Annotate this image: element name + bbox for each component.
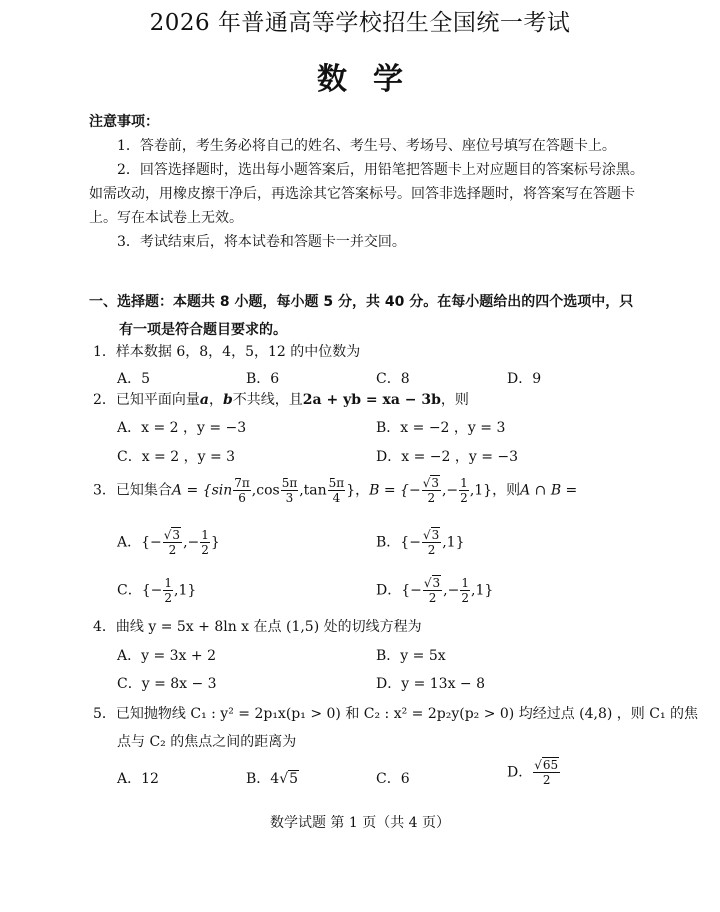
- q3-option-a: A．{− $\frac{√3}{2}$ ,− $\frac{1}{2}$ }: [117, 528, 220, 557]
- fraction: $\frac{5\pi}{4}$: [328, 476, 345, 505]
- vector-b: b: [223, 392, 233, 408]
- notice-item-1: 1．答卷前，考生务必将自己的姓名、考生号、考场号、座位号填写在答题卡上。: [117, 138, 616, 154]
- q4-option-d: D．y = 13x − 8: [376, 676, 486, 692]
- q1-option-d: D．9: [507, 371, 542, 387]
- fraction: $\frac{√3}{2}$: [422, 476, 439, 505]
- fraction: $\frac{1}{2}$: [460, 476, 468, 505]
- exam-title: 2026 年普通高等学校招生全国统一考试: [149, 10, 571, 36]
- fraction: $\frac{√3}{2}$: [422, 528, 440, 557]
- section-line-1: 一、选择题：本题共 8 小题，每小题 5 分，共 40 分。在每小题给出的四个选项中，只: [89, 294, 634, 310]
- sqrt-symbol: √3: [422, 476, 439, 490]
- q4-option-b: B．y = 5x: [376, 648, 446, 664]
- sqrt-symbol: √3: [163, 528, 181, 542]
- q4-stem: 4．曲线 y = 5x + 8ln x 在点 (1,5) 处的切线方程为: [93, 619, 422, 635]
- q2-stem: 2．已知平面向量a，b不共线，且2a + yb = xa − 3b，则: [93, 392, 469, 408]
- vector-a: a: [199, 392, 209, 408]
- q3-stem: 3．已知集合A = {sin $\frac{7\pi}{6}$ ,cos $\frac{5\pi}{3}$ ,tan $\frac{5\pi}{4}$ }，B = {− $\frac{√3}{2}$ ,− $\frac{1}{2}$ ,1}，则A ∩ B =: [93, 476, 578, 505]
- q2-equation: 2a + yb = xa − 3b: [302, 392, 441, 408]
- q1-option-c: C．8: [376, 371, 410, 387]
- q5-option-a: A．12: [117, 771, 159, 787]
- page-footer: 数学试题 第 1 页（共 4 页）: [269, 815, 451, 831]
- fraction: $\frac{√3}{2}$: [423, 576, 441, 605]
- q5-option-d: D． $\frac{√65}{2}$: [507, 758, 559, 787]
- q2-option-a: A．x = 2 ，y = −3: [117, 420, 247, 436]
- fraction: $\frac{√65}{2}$: [534, 758, 559, 787]
- subject-title: 数学: [317, 62, 429, 97]
- fraction: $\frac{√3}{2}$: [163, 528, 181, 557]
- fraction: $\frac{7\pi}{6}$: [234, 476, 250, 505]
- q2-option-c: C．x = 2 ，y = 3: [117, 449, 236, 465]
- fraction: $\frac{1}{2}$: [164, 576, 172, 605]
- section-line-2: 有一项是符合题目要求的。: [119, 322, 287, 338]
- q1-option-a: A．5: [117, 371, 151, 387]
- q1-option-b: B．6: [246, 371, 280, 387]
- section-heading: [89, 288, 649, 344]
- sqrt-symbol: √3: [422, 528, 440, 542]
- q3-option-d: D．{− $\frac{√3}{2}$ ,− $\frac{1}{2}$ ,1}: [376, 576, 494, 605]
- q5-stem-line-2: 点与 C₂ 的焦点之间的距离为: [117, 734, 297, 750]
- q4-option-c: C．y = 8x − 3: [117, 676, 217, 692]
- fraction: $\frac{1}{2}$: [461, 576, 469, 605]
- notice-item-3: 3．考试结束后，将本试卷和答题卡一并交回。: [117, 234, 406, 250]
- sqrt-symbol: √3: [423, 576, 441, 590]
- sqrt-symbol: √5: [279, 771, 299, 787]
- q5-option-b: B．4√5: [246, 771, 299, 787]
- q2-option-d: D．x = −2 ，y = −3: [376, 449, 519, 465]
- notice-item-2: 2．回答选择题时，选出每小题答案后，用铅笔把答题卡上对应题目的答案标号涂黑。如需改动，用橡皮擦干净后，再选涂其它答案标号。回答非选择题时，将答案写在答题卡上。写在本试卷上无效。: [89, 162, 644, 226]
- q1-stem: 1．样本数据 6，8，4，5，12 的中位数为: [93, 344, 361, 360]
- notice-heading: 注意事项：: [89, 114, 159, 130]
- q5-stem-line-1: 5．已知抛物线 C₁ : y² = 2p₁x(p₁ > 0) 和 C₂ : x² = 2p₂y(p₂ > 0) 均经过点 (4,8) ，则 C₁ 的焦: [93, 706, 699, 722]
- q3-option-c: C．{− $\frac{1}{2}$ ,1}: [117, 576, 197, 605]
- sqrt-symbol: √65: [534, 758, 559, 772]
- q3-option-b: B．{− $\frac{√3}{2}$ ,1}: [376, 528, 465, 557]
- fraction: $\frac{1}{2}$: [201, 528, 209, 557]
- q2-option-b: B．x = −2 ，y = 3: [376, 420, 506, 436]
- q4-option-a: A．y = 3x + 2: [117, 648, 216, 664]
- q5-option-c: C．6: [376, 771, 410, 787]
- fraction: $\frac{5\pi}{3}$: [281, 476, 298, 505]
